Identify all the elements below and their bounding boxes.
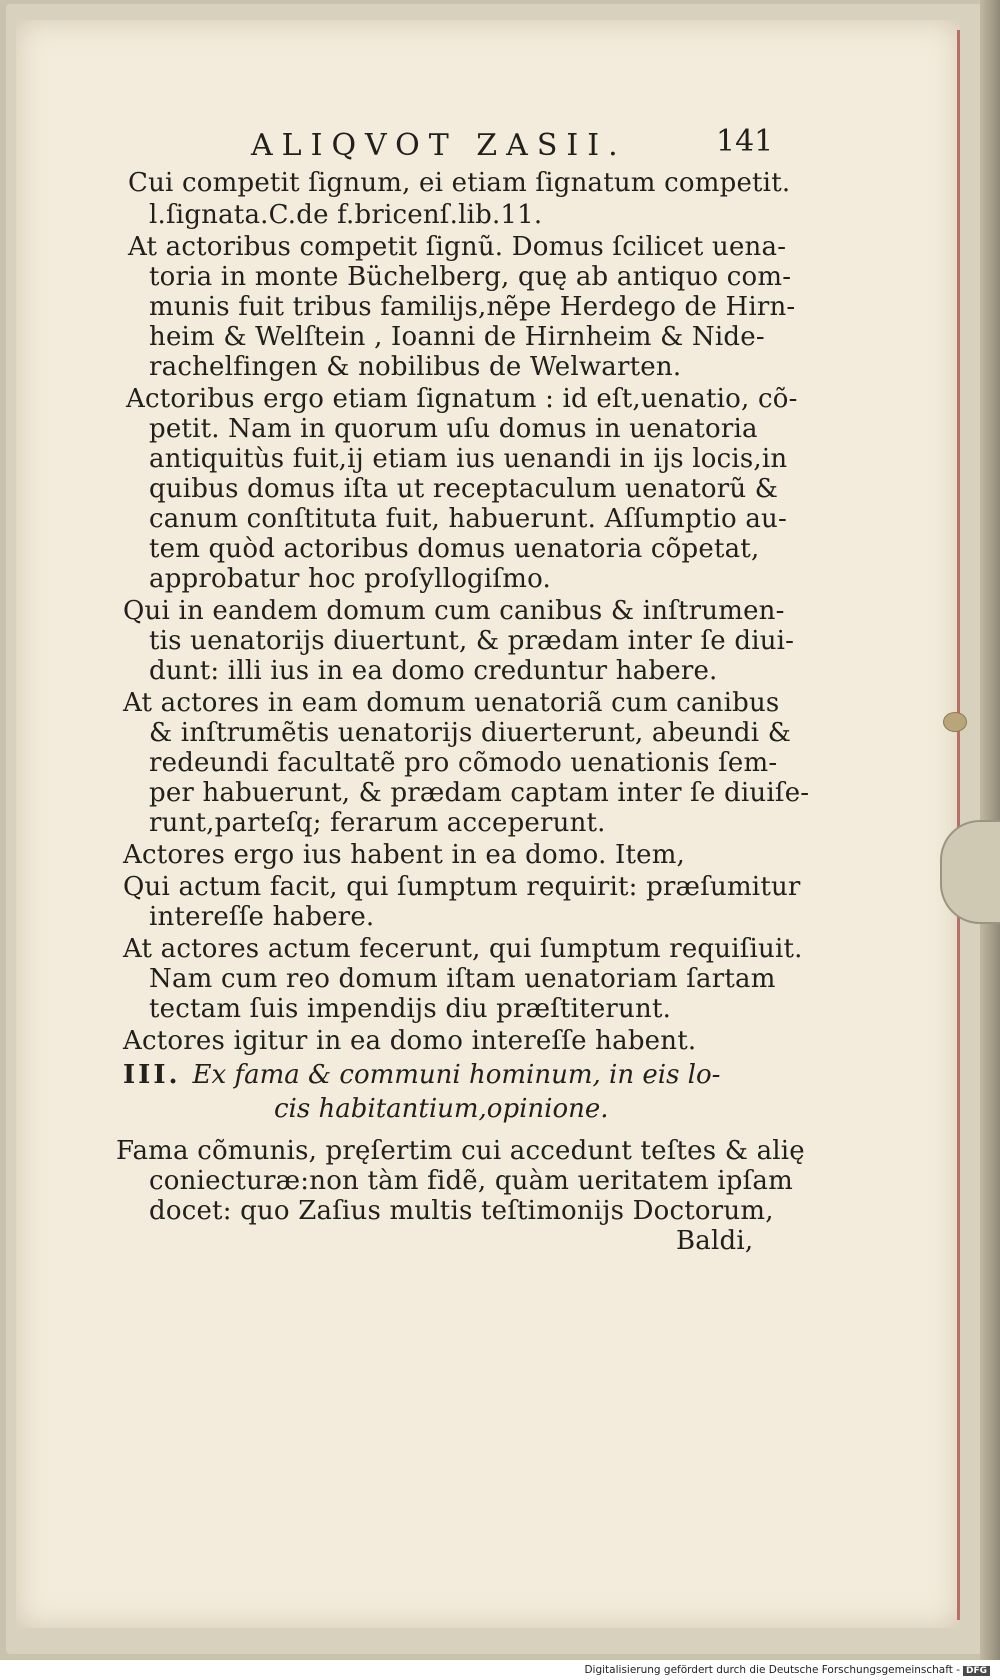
text-line: per habuerunt, & prædam captam inter ſe diuiſe- bbox=[149, 778, 810, 808]
text-line: redeundi facultatẽ pro cõmodo uenationis ſem- bbox=[149, 748, 778, 778]
text-line: heim & Welſtein , Ioanni de Hirnheim & Nide- bbox=[149, 322, 765, 352]
text-line: canum conſtituta fuit, habuerunt. Aſſumptio au- bbox=[149, 504, 787, 534]
text-line: At actores actum fecerunt, qui ſumptum requiſiuit. bbox=[123, 934, 803, 964]
text-line: l.ſignata.C.de f.bricenſ.lib.11. bbox=[149, 200, 543, 230]
text-line: coniecturæ:non tàm fidẽ, quàm ueritatem ipſam bbox=[149, 1166, 793, 1196]
paper-stain bbox=[943, 712, 967, 732]
text-line: tem quòd actoribus domus uenatoria cõpetat, bbox=[149, 534, 760, 564]
page-number: 141 bbox=[716, 124, 774, 159]
running-head: ALIQVOT ZASII. bbox=[251, 128, 627, 163]
text-line: approbatur hoc proſyllogiſmo. bbox=[149, 564, 551, 594]
text-line: Actores igitur in ea domo intereſſe habent. bbox=[123, 1026, 697, 1056]
section-heading bbox=[123, 1060, 720, 1090]
section-heading-line1: Ex fama & communi hominum, in eis lo- bbox=[192, 1060, 721, 1090]
book-page bbox=[16, 20, 960, 1628]
text-line: munis fuit tribus familijs,nẽpe Herdego de Hirn- bbox=[149, 292, 796, 322]
text-line: Nam cum reo domum iſtam uenatoriam ſartam bbox=[149, 964, 776, 994]
text-line: & inſtrumẽtis uenatorijs diuerterunt, abeundi & bbox=[149, 718, 792, 748]
section-numeral: III. bbox=[123, 1060, 181, 1090]
text-line: Cui competit ſignum, ei etiam ſignatum competit. bbox=[128, 168, 791, 198]
text-line: intereſſe habere. bbox=[149, 902, 375, 932]
text-line: dunt: illi ius in ea domo creduntur habere. bbox=[149, 656, 718, 686]
text-line: docet: quo Zaſius multis teſtimonijs Doctorum, bbox=[149, 1196, 774, 1226]
book-clasp bbox=[940, 820, 1000, 924]
text-line: petit. Nam in quorum uſu domus in uenatoria bbox=[149, 414, 758, 444]
section-heading-line2: cis habitantium,opinione. bbox=[274, 1094, 609, 1124]
credit-text: Digitalisierung gefördert durch die Deutsche Forschungsgemeinschaft - bbox=[584, 1664, 960, 1676]
text-line: rachelfingen & nobilibus de Welwarten. bbox=[149, 352, 682, 382]
catchword: Baldi, bbox=[676, 1226, 754, 1256]
text-line: Actoribus ergo etiam ſignatum : id eſt,uenatio, cõ- bbox=[126, 384, 798, 414]
text-line: Qui in eandem domum cum canibus & inſtrumen- bbox=[123, 596, 785, 626]
text-line: Qui actum facit, qui ſumptum requirit: præſumitur bbox=[123, 872, 801, 902]
text-line: Fama cõmunis, pręſertim cui accedunt teſtes & alię bbox=[116, 1136, 805, 1166]
text-line: At actores in eam domum uenatoriã cum canibus bbox=[123, 688, 780, 718]
text-line: Actores ergo ius habent in ea domo. Item, bbox=[123, 840, 686, 870]
text-line: At actoribus competit ſignũ. Domus ſcilicet uena- bbox=[128, 232, 787, 262]
text-line: tis uenatorijs diuertunt, & prædam inter ſe diui- bbox=[149, 626, 795, 656]
text-line: runt,parteſq; ferarum acceperunt. bbox=[149, 808, 606, 838]
text-line: antiquitùs fuit,ij etiam ius uenandi in ijs locis,in bbox=[149, 444, 788, 474]
text-line: toria in monte Büchelberg, quę ab antiquo com- bbox=[149, 262, 792, 292]
digitization-credit bbox=[500, 1664, 990, 1676]
text-line: quibus domus iſta ut receptaculum uenatorũ & bbox=[149, 474, 779, 504]
page-text-block bbox=[16, 20, 960, 1628]
text-line: tectam ſuis impendijs diu præſtiterunt. bbox=[149, 994, 672, 1024]
dfg-logo: DFG bbox=[963, 1666, 990, 1676]
